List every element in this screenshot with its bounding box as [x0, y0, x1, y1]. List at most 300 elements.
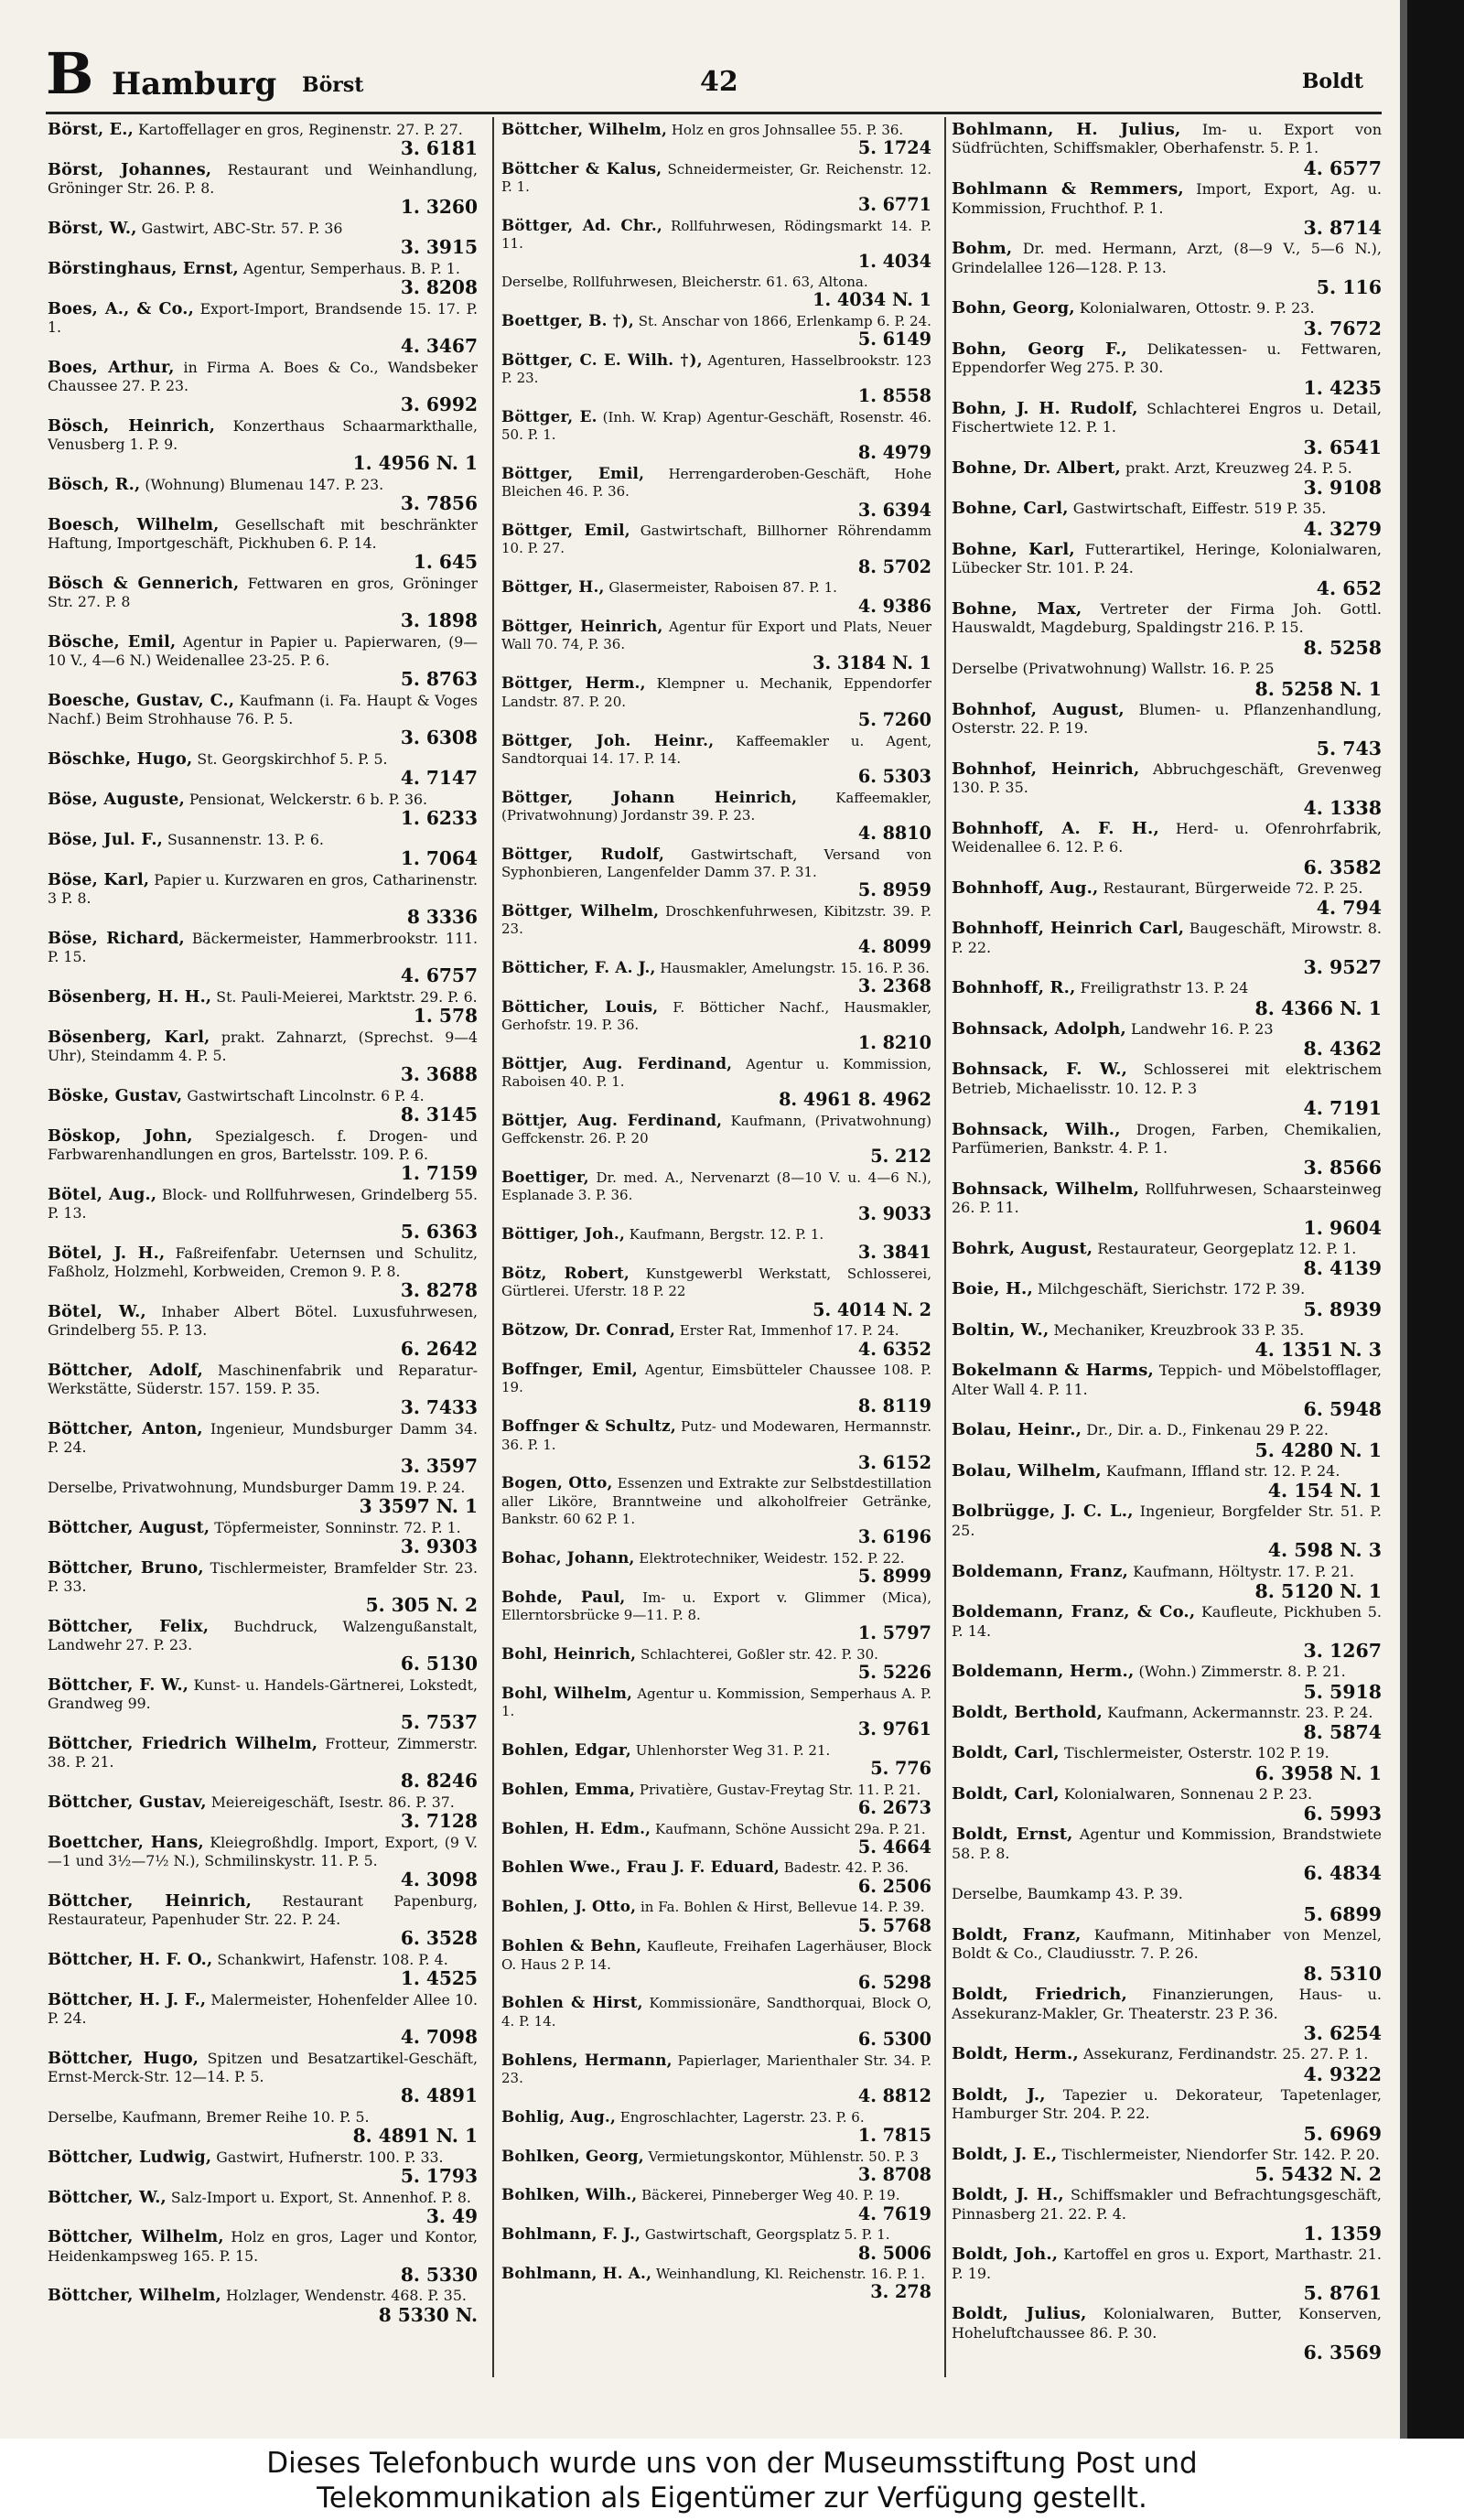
entry-phone-number: 4. 652 — [1316, 576, 1382, 599]
entry-phone-number: 3. 3184 N. 1 — [813, 652, 931, 673]
entry-name: Bösch & Gennerich, — [48, 573, 240, 593]
entry-name: Böttcher, Ludwig, — [48, 2147, 212, 2167]
entry-phone-number: 4. 3098 — [400, 1868, 478, 1890]
entry-name: Böttcher, Adolf, — [48, 1360, 203, 1380]
entry-name: Bösch, R., — [48, 474, 141, 494]
entry-name: Boldt, J. E., — [952, 2144, 1058, 2164]
directory-entry — [952, 2086, 1382, 2144]
entry-details: Restaurant und Weinhandlung, Gröninger Str. 26. P. 8. — [48, 160, 478, 198]
directory-entry — [952, 820, 1382, 878]
entry-phone-number: 3. 1267 — [1303, 1640, 1382, 1663]
entry-phone-number: 8. 4891 — [400, 2084, 478, 2107]
directory-entry — [48, 2189, 478, 2227]
entry-phone-number: 6. 5298 — [857, 1971, 931, 1993]
entry-name: Böske, Gustav, — [48, 1085, 183, 1105]
entry-phone-number: 3. 6196 — [857, 1526, 931, 1548]
entry-phone-number: 8. 8119 — [857, 1395, 931, 1416]
entry-details: Erster Rat, Immenhof 17. P. 24. — [679, 1322, 899, 1340]
entry-name: Bohnhoff, Aug., — [952, 878, 1099, 898]
entry-name: Bohlen, J. Otto, — [501, 1897, 637, 1916]
directory-entry — [501, 312, 931, 350]
directory-entry — [48, 831, 478, 869]
entry-phone-number: 3. 8714 — [1303, 217, 1382, 240]
entry-details: Delikatessen- u. Fettwaren, Eppendorfer Weg 275. P. 30. — [952, 339, 1382, 377]
directory-entry — [952, 1885, 1382, 1924]
entry-name: Bohlen, Edgar, — [501, 1739, 631, 1759]
entry-details: Agenturen, Hasselbrookstr. 123 P. 23. — [501, 351, 931, 387]
entry-phone-number: 1. 3260 — [400, 196, 478, 219]
entry-name: Bolau, Heinr., — [952, 1420, 1082, 1440]
directory-entry — [952, 240, 1382, 297]
entry-name: Bohlens, Hermann, — [501, 2050, 673, 2069]
entry-name: Bösenberg, H. H., — [48, 986, 212, 1007]
entry-details: Schlosserei mit elektrischem Betrieb, Michaelisstr. 10. 12. P. 3 — [952, 1061, 1382, 1097]
directory-entry — [48, 1244, 478, 1301]
entry-phone-number: 5. 5768 — [857, 1914, 931, 1936]
header-city: Hamburg — [112, 66, 277, 102]
entry-phone-number: 1. 4034 N. 1 — [813, 289, 931, 311]
entry-name: Bötticher, Louis, — [501, 996, 659, 1016]
directory-entry — [501, 1685, 931, 1739]
entry-name: Böttger, Ad. Chr., — [501, 216, 662, 235]
entry-phone-number: 8. 8246 — [400, 1770, 478, 1793]
entry-details: Hausmakler, Amelungstr. 15. 16. P. 36. — [660, 959, 930, 976]
entry-details: Mechaniker, Kreuzbrook 33 P. 35. — [1053, 1320, 1305, 1339]
entry-details: Ingenieur, Mundsburger Damm 34. P. 24. — [48, 1419, 478, 1456]
entry-details: Tischlermeister, Osterstr. 102 P. 19. — [1063, 1744, 1329, 1762]
entry-name: Bohac, Johann, — [501, 1547, 635, 1567]
directory-entry — [952, 1280, 1382, 1319]
entry-name: Bohlmann, F. J., — [501, 2224, 641, 2244]
entry-phone-number: 3. 6181 — [400, 137, 478, 160]
entry-details: Agentur für Export und Plats, Neuer Wall 70. 74, P. 36. — [501, 619, 931, 653]
entry-details: Restaurateur, Georgeplatz 12. P. 1. — [1097, 1239, 1357, 1257]
footer-line-1: Dieses Telefonbuch wurde uns von der Museumsstiftung Post und — [266, 2447, 1198, 2480]
entry-phone-number: 1. 645 — [413, 551, 478, 574]
entry-phone-number: 5. 6149 — [857, 328, 931, 350]
directory-entry — [501, 2148, 931, 2185]
entry-phone-number: 8. 3145 — [400, 1103, 478, 1125]
directory-entry — [501, 1994, 931, 2049]
entry-phone-number: 8. 4891 N. 1 — [352, 2124, 478, 2147]
entry-name: Böttcher, Heinrich, — [48, 1890, 253, 1911]
entry-name: Bohnsack, Adolph, — [952, 1018, 1126, 1039]
entry-phone-number: 1. 7064 — [400, 846, 478, 869]
directory-entry — [501, 274, 931, 310]
directory-entry — [952, 879, 1382, 919]
directory-entry — [501, 1417, 931, 1472]
entry-phone-number: 4. 3279 — [1303, 517, 1382, 540]
directory-entry — [952, 1020, 1382, 1060]
directory-entry — [501, 618, 931, 673]
entry-name: Bohnhoff, A. F. H., — [952, 818, 1159, 838]
entry-name: Bolbrügge, J. C. L., — [952, 1502, 1134, 1522]
directory-entry — [48, 1676, 478, 1733]
entry-name: Boldt, J., — [952, 2084, 1046, 2105]
entry-phone-number: 5. 305 N. 2 — [365, 1593, 478, 1616]
entry-name: Böttcher & Kalus, — [501, 158, 662, 178]
entry-phone-number: 3. 9761 — [857, 1718, 931, 1740]
header-range-start: Börst — [302, 73, 364, 97]
directory-entry — [501, 2186, 931, 2224]
entry-phone-number: 3. 278 — [870, 2281, 931, 2303]
entry-details: Gastwirtschaft, Billhorner Röhrendamm 10. P. 27. — [501, 522, 931, 557]
directory-entry — [501, 1588, 931, 1643]
entry-details: Tischlermeister, Niendorfer Str. 142. P. 20. — [1061, 2145, 1380, 2163]
entry-phone-number: 1. 1359 — [1303, 2223, 1382, 2245]
entry-details: Derselbe, Kaufmann, Bremer Reihe 10. P. 5. — [48, 2107, 370, 2126]
entry-phone-number: 5. 8999 — [857, 1565, 931, 1587]
entry-name: Bohrk, August, — [952, 1238, 1093, 1258]
directory-entry — [952, 1240, 1382, 1279]
entry-name: Böse, Richard, — [48, 928, 185, 948]
entry-name: Böttger, Emil, — [501, 464, 645, 483]
entry-phone-number: 6. 2506 — [857, 1875, 931, 1897]
directory-entry — [501, 998, 931, 1053]
entry-details: Derselbe, Baumkamp 43. P. 39. — [952, 1885, 1183, 1903]
directory-entry — [501, 351, 931, 406]
entry-details: Landwehr 16. P. 23 — [1131, 1019, 1274, 1038]
entry-phone-number: 3. 3915 — [400, 236, 478, 259]
entry-details: Buchdruck, Walzengußanstalt, Landwehr 27. P. 23. — [48, 1617, 478, 1653]
directory-entry — [48, 1834, 478, 1890]
entry-name: Bötzow, Dr. Conrad, — [501, 1320, 675, 1340]
entry-details: Schankwirt, Hafenstr. 108. P. 4. — [217, 1950, 448, 1968]
footer-note — [0, 2446, 1464, 2515]
entry-phone-number: 4. 9322 — [1303, 2062, 1382, 2085]
entry-name: Boldt, Herm., — [952, 2044, 1079, 2064]
entry-name: Böttger, Wilhelm, — [501, 900, 660, 920]
directory-entry — [501, 160, 931, 215]
entry-details: Tischlermeister, Bramfelder Str. 23. P. 33. — [48, 1558, 478, 1595]
entry-phone-number: 5. 6363 — [400, 1220, 478, 1243]
directory-entry — [952, 1121, 1382, 1179]
directory-entry — [48, 220, 478, 258]
entry-phone-number: 4. 6757 — [400, 964, 478, 986]
entry-phone-number: 8. 5702 — [857, 555, 931, 577]
directory-entry — [501, 845, 931, 900]
entry-phone-number: 4. 6352 — [857, 1338, 931, 1360]
entry-name: Bohn, Georg, — [952, 298, 1075, 318]
entry-details: Gastwirt, Hufnerstr. 100. P. 33. — [216, 2148, 444, 2166]
entry-phone-number: 8. 5258 N. 1 — [1254, 677, 1382, 700]
directory-entry — [501, 408, 931, 463]
entry-name: Böttger, H., — [501, 577, 605, 597]
entry-details: Agentur u. Kommission, Semperhaus A. P. 1. — [501, 1685, 931, 1719]
directory-entry — [952, 1563, 1382, 1602]
entry-phone-number: 3. 7128 — [400, 1809, 478, 1832]
entry-phone-number: 4. 154 N. 1 — [1267, 1480, 1382, 1502]
entry-details: Pensionat, Welckerstr. 6 b. P. 36. — [188, 790, 428, 808]
directory-entry — [952, 2045, 1382, 2084]
entry-details: Im- u. Export v. Glimmer (Mica), Ellerntorsbrücke 9—11. P. 8. — [501, 1588, 931, 1623]
directory-entry — [501, 2108, 931, 2146]
entry-name: Boldemann, Franz, — [952, 1561, 1129, 1581]
page-header — [46, 40, 1382, 110]
directory-entry — [501, 674, 931, 729]
entry-name: Bohn, J. H. Rudolf, — [952, 398, 1138, 418]
directory-entry — [48, 930, 478, 986]
directory-entry — [48, 121, 478, 159]
entry-name: Böttcher, Gustav, — [48, 1792, 207, 1812]
entry-name: Boltin, W., — [952, 1319, 1050, 1340]
entry-name: Böse, Karl, — [48, 869, 150, 889]
directory-entry — [501, 1858, 931, 1896]
directory-entry — [48, 1186, 478, 1243]
entry-phone-number: 5. 7260 — [857, 708, 931, 730]
footer — [0, 2439, 1464, 2520]
entry-name: Bolau, Wilhelm, — [952, 1460, 1102, 1481]
entry-name: Böttger, C. E. Wilh. †), — [501, 350, 703, 369]
entry-phone-number: 5. 743 — [1316, 737, 1382, 759]
directory-entry — [501, 1474, 931, 1546]
entry-phone-number: 3. 3688 — [400, 1062, 478, 1085]
entry-phone-number: 3. 7856 — [400, 492, 478, 515]
entry-details: Bäckermeister, Hammerbrookstr. 111. P. 15. — [48, 929, 478, 965]
directory-entry — [952, 1663, 1382, 1702]
entry-name: Boettiger, — [501, 1168, 589, 1187]
directory-entry — [501, 217, 931, 272]
entry-name: Böttiger, Joh., — [501, 1224, 625, 1244]
entry-name: Bohlken, Georg, — [501, 2146, 644, 2165]
header-range-end: Boldt — [1301, 70, 1363, 93]
entry-name: Bohne, Max, — [952, 598, 1082, 619]
scan-edge — [1404, 0, 1464, 2439]
entry-details: prakt. Zahnarzt, (Sprechst. 9—4 Uhr), Steindamm 4. P. 5. — [48, 1028, 478, 1064]
entry-details: Kleiegroßhdlg. Import, Export, (9 V.—1 und 3½—7½ N.), Schmilinskystr. 11. P. 5. — [48, 1833, 478, 1869]
entry-phone-number: 4. 9386 — [857, 595, 931, 617]
directory-entry — [48, 1793, 478, 1832]
entry-details: Restaurant, Bürgerweide 72. P. 25. — [1103, 878, 1363, 897]
entry-phone-number: 8. 5258 — [1303, 636, 1382, 659]
directory-entry — [952, 500, 1382, 539]
entry-details: Kaufmann, Höltystr. 17. P. 21. — [1133, 1562, 1354, 1580]
entry-details: Assekuranz, Ferdinandstr. 25. 27. P. 1. — [1083, 2045, 1369, 2063]
entry-details: Faßreifenfabr. Ueternsen und Schulitz, Faßholz, Holzmehl, Korbweiden, Cremon 9. P. 8. — [48, 1244, 478, 1280]
entry-phone-number: 8. 4139 — [1303, 1257, 1382, 1280]
entry-name: Böttcher, H. J. F., — [48, 1989, 207, 2009]
entry-details: Dr. med. Hermann, Arzt, (8—9 V., 5—6 N.), Grindelallee 126—128. P. 13. — [952, 240, 1382, 276]
entry-name: Bokelmann & Harms, — [952, 1361, 1154, 1381]
entry-name: Boldt, Ernst, — [952, 1825, 1073, 1845]
entry-details: Agentur, Eimsbütteler Chaussee 108. P. 19. — [501, 1362, 931, 1396]
entry-phone-number: 5. 8959 — [857, 879, 931, 901]
entry-name: Boffnger & Schultz, — [501, 1416, 676, 1436]
entry-details: (Wohnung) Blumenau 147. P. 23. — [145, 475, 384, 493]
entry-name: Böttjer, Aug. Ferdinand, — [501, 1111, 723, 1130]
entry-details: Maschinenfabrik und Reparatur-Werkstätte, Süderstr. 157. 159. P. 35. — [48, 1361, 478, 1397]
entry-details: Import, Export, Ag. u. Kommission, Fruchthof. P. 1. — [952, 180, 1382, 217]
entry-details: Kaufmann, Bergstr. 12. P. 1. — [629, 1226, 824, 1244]
directory-entry — [952, 1321, 1382, 1361]
entry-phone-number: 3. 2368 — [857, 975, 931, 997]
entry-name: Böschke, Hugo, — [48, 748, 193, 769]
directory-entry — [48, 1951, 478, 1989]
header-letter: B — [46, 40, 94, 107]
entry-phone-number: 5. 1793 — [400, 2164, 478, 2187]
directory-entry — [952, 2186, 1382, 2244]
entry-name: Böttger, Joh. Heinr., — [501, 730, 715, 749]
entry-phone-number: 3. 6254 — [1303, 2021, 1382, 2044]
directory-entry — [501, 465, 931, 520]
entry-name: Boettger, B. †), — [501, 311, 634, 330]
directory-entry — [952, 299, 1382, 339]
entry-phone-number: 3. 6541 — [1303, 436, 1382, 458]
entry-details: Holz en gros, Lager und Kontor, Heidenkampsweg 165. P. 15. — [48, 2228, 478, 2265]
entry-name: Böttcher, Wilhelm, — [501, 121, 668, 138]
entry-details: Kunst- u. Handels-Gärtnerei, Lokstedt, Grandweg 99. — [48, 1675, 478, 1712]
entry-phone-number: 6. 2642 — [400, 1337, 478, 1360]
directory-entry — [952, 2146, 1382, 2185]
entry-phone-number: 3. 6992 — [400, 393, 478, 416]
entry-details: Rollfuhrwesen, Rödingsmarkt 14. P. 11. — [501, 218, 931, 253]
entry-details: Teppich- und Möbelstofflager, Alter Wall 4. P. 11. — [952, 1362, 1382, 1398]
entry-details: Gastwirtschaft, Georgsplatz 5. P. 1. — [644, 2226, 890, 2244]
entry-phone-number: 6. 5993 — [1303, 1803, 1382, 1825]
entry-phone-number: 6. 4834 — [1303, 1862, 1382, 1885]
entry-details: prakt. Arzt, Kreuzweg 24. P. 5. — [1125, 458, 1352, 477]
entry-details: Derselbe (Privatwohnung) Wallstr. 16. P. 25 — [952, 660, 1275, 678]
entry-details: Kartoffel en gros u. Export, Marthastr. 21. P. 19. — [952, 2245, 1382, 2282]
entry-details: Tapezier u. Dekorateur, Tapetenlager, Hamburger Str. 204. P. 22. — [952, 2085, 1382, 2123]
entry-details: Klempner u. Mechanik, Eppendorfer Landstr. 87. P. 20. — [501, 675, 931, 710]
entry-name: Börst, Johannes, — [48, 159, 212, 179]
entry-phone-number: 1. 4956 N. 1 — [352, 452, 478, 475]
directory-entry — [48, 260, 478, 298]
entry-details: Kolonialwaren, Sonnenau 2 P. 23. — [1063, 1784, 1313, 1803]
column-divider — [944, 117, 946, 2377]
directory-entry — [48, 1028, 478, 1085]
entry-phone-number: 1. 8558 — [857, 385, 931, 407]
directory-entry — [48, 633, 478, 690]
entry-details: Kolonialwaren, Butter, Konserven, Hoheluftchaussee 86. P. 30. — [952, 2305, 1382, 2342]
entry-name: Boldt, Joh., — [952, 2245, 1059, 2265]
entry-name: Böttger, Emil, — [501, 521, 630, 540]
directory-entry — [952, 400, 1382, 458]
entry-name: Bohne, Dr. Albert, — [952, 458, 1121, 478]
entry-details: Drogen, Farben, Chemikalien, Parfümerien, Bankstr. 4. P. 1. — [952, 1120, 1382, 1157]
entry-phone-number: 1. 5797 — [857, 1622, 931, 1644]
entry-name: Bohlmann, H. A., — [501, 2264, 652, 2283]
entry-details: Derselbe, Privatwohnung, Mundsburger Damm 19. P. 24. — [48, 1478, 466, 1496]
entry-name: Böttcher, H. F. O., — [48, 1949, 213, 1969]
entry-name: Bötel, W., — [48, 1301, 146, 1321]
directory-entry — [952, 1180, 1382, 1238]
directory-entry — [952, 979, 1382, 1018]
directory-entry — [48, 476, 478, 514]
entry-phone-number: 5. 5918 — [1303, 1680, 1382, 1703]
entry-phone-number: 8. 4366 N. 1 — [1254, 996, 1382, 1019]
entry-phone-number: 8 5330 N. — [378, 2303, 478, 2326]
entry-details: Gastwirt, ABC-Str. 57. P. 36 — [141, 219, 343, 237]
entry-details: Futterartikel, Heringe, Kolonialwaren, Lübecker Str. 101. P. 24. — [952, 540, 1382, 577]
directory-entry — [501, 959, 931, 996]
directory-entry — [501, 1321, 931, 1359]
directory-entry — [952, 1603, 1382, 1661]
entry-details: Im- u. Export von Südfrüchten, Schiffsmakler, Oberhafenstr. 5. P. 1. — [952, 121, 1382, 157]
entry-details: Baugeschäft, Mirowstr. 8. P. 22. — [952, 920, 1382, 956]
entry-phone-number: 3. 8208 — [400, 275, 478, 298]
scan-edge-highlight — [1400, 0, 1407, 2439]
entry-details: Inhaber Albert Bötel. Luxusfuhrwesen, Grindelberg 55. P. 13. — [48, 1302, 478, 1339]
entry-name: Boldt, Carl, — [952, 1743, 1060, 1763]
entry-details: Droschkenfuhrwesen, Kibitzstr. 39. P. 23. — [501, 902, 931, 938]
entry-phone-number: 6. 3582 — [1303, 856, 1382, 878]
entry-details: Abbruchgeschäft, Grevenweg 130. P. 35. — [952, 759, 1382, 797]
entry-details: Gastwirtschaft Lincolnstr. 6 P. 4. — [187, 1086, 425, 1104]
directory-entry — [501, 1112, 931, 1167]
entry-phone-number: 4. 8810 — [857, 823, 931, 845]
page-number: 42 — [700, 66, 738, 98]
entry-phone-number: 3. 3597 — [400, 1455, 478, 1478]
entry-phone-number: 4. 8812 — [857, 2084, 931, 2106]
entry-name: Bohlen, H. Edm., — [501, 1818, 651, 1837]
directory-entry — [952, 1825, 1382, 1883]
entry-name: Börst, W., — [48, 218, 137, 238]
entry-name: Boffnger, Emil, — [501, 1360, 638, 1379]
directory-entry — [501, 578, 931, 616]
directory-entry — [501, 1645, 931, 1683]
directory-entry — [48, 1559, 478, 1616]
entry-phone-number: 1. 8210 — [857, 1032, 931, 1054]
entry-phone-number: 1. 4034 — [857, 251, 931, 273]
directory-entry — [48, 692, 478, 748]
directory-entry — [952, 121, 1382, 178]
entry-phone-number: 5. 6969 — [1303, 2122, 1382, 2145]
directory-entry — [501, 1781, 931, 1818]
entry-name: Böse, Auguste, — [48, 789, 185, 809]
entry-phone-number: 4. 6577 — [1303, 156, 1382, 179]
directory-entry — [48, 516, 478, 573]
entry-details: Kaufmann, (Privatwohnung) Geffckenstr. 26. P. 20 — [501, 1113, 931, 1147]
entry-phone-number: 5. 8939 — [1303, 1298, 1382, 1320]
entry-phone-number: 5. 212 — [870, 1146, 931, 1168]
entry-details: Gastwirtschaft, Versand von Syphonbieren, Langenfelder Damm 37. P. 31. — [501, 845, 931, 880]
directory-entry — [48, 1618, 478, 1675]
directory-entry — [48, 750, 478, 789]
directory-entry — [48, 2050, 478, 2106]
entry-details: St. Anschar von 1866, Erlenkamp 6. P. 24. — [638, 313, 931, 330]
entry-phone-number: 3. 9527 — [1303, 956, 1382, 979]
directory-entry — [952, 1362, 1382, 1419]
entry-name: Boettcher, Hans, — [48, 1832, 204, 1852]
directory-entry — [501, 1741, 931, 1779]
directory-entry — [952, 760, 1382, 818]
entry-phone-number: 1. 7159 — [400, 1161, 478, 1184]
entry-phone-number: 1. 6233 — [400, 806, 478, 829]
entry-details: Schlachterei, Goßler str. 42. P. 30. — [640, 1645, 878, 1663]
entry-name: Böttcher, Bruno, — [48, 1557, 204, 1578]
entry-phone-number: 1. 4525 — [400, 1966, 478, 1989]
entry-name: Boes, A., & Co., — [48, 298, 194, 318]
entry-details: Kolonialwaren, Ottostr. 9. P. 23. — [1079, 299, 1315, 318]
entry-details: St. Georgskirchhof 5. P. 5. — [197, 749, 388, 768]
entry-details: Kaufmann, Schöne Aussicht 29a. P. 21. — [655, 1820, 926, 1837]
entry-phone-number: 8. 5310 — [1303, 1962, 1382, 1985]
entry-name: Böttcher, Anton, — [48, 1418, 203, 1438]
entry-details: Milchgeschäft, Sierichstr. 172 P. 39. — [1038, 1280, 1306, 1298]
entry-details: Papierlager, Marienthaler Str. 34. P. 23. — [501, 2052, 931, 2086]
entry-details: Dr., Dir. a. D., Finkenau 29 P. 22. — [1086, 1421, 1329, 1439]
entry-name: Börst, E., — [48, 121, 134, 139]
directory-entry — [501, 2265, 931, 2302]
entry-phone-number: 4. 3467 — [400, 335, 478, 358]
entry-details: Kaufmann, Mitinhaber von Menzel, Boldt & Co., Claudiusstr. 7. P. 26. — [952, 1925, 1382, 1963]
entry-name: Bohlmann, H. Julius, — [952, 121, 1181, 139]
directory-entry — [952, 600, 1382, 658]
directory-entry — [48, 2287, 478, 2325]
directory-entry — [48, 1420, 478, 1477]
